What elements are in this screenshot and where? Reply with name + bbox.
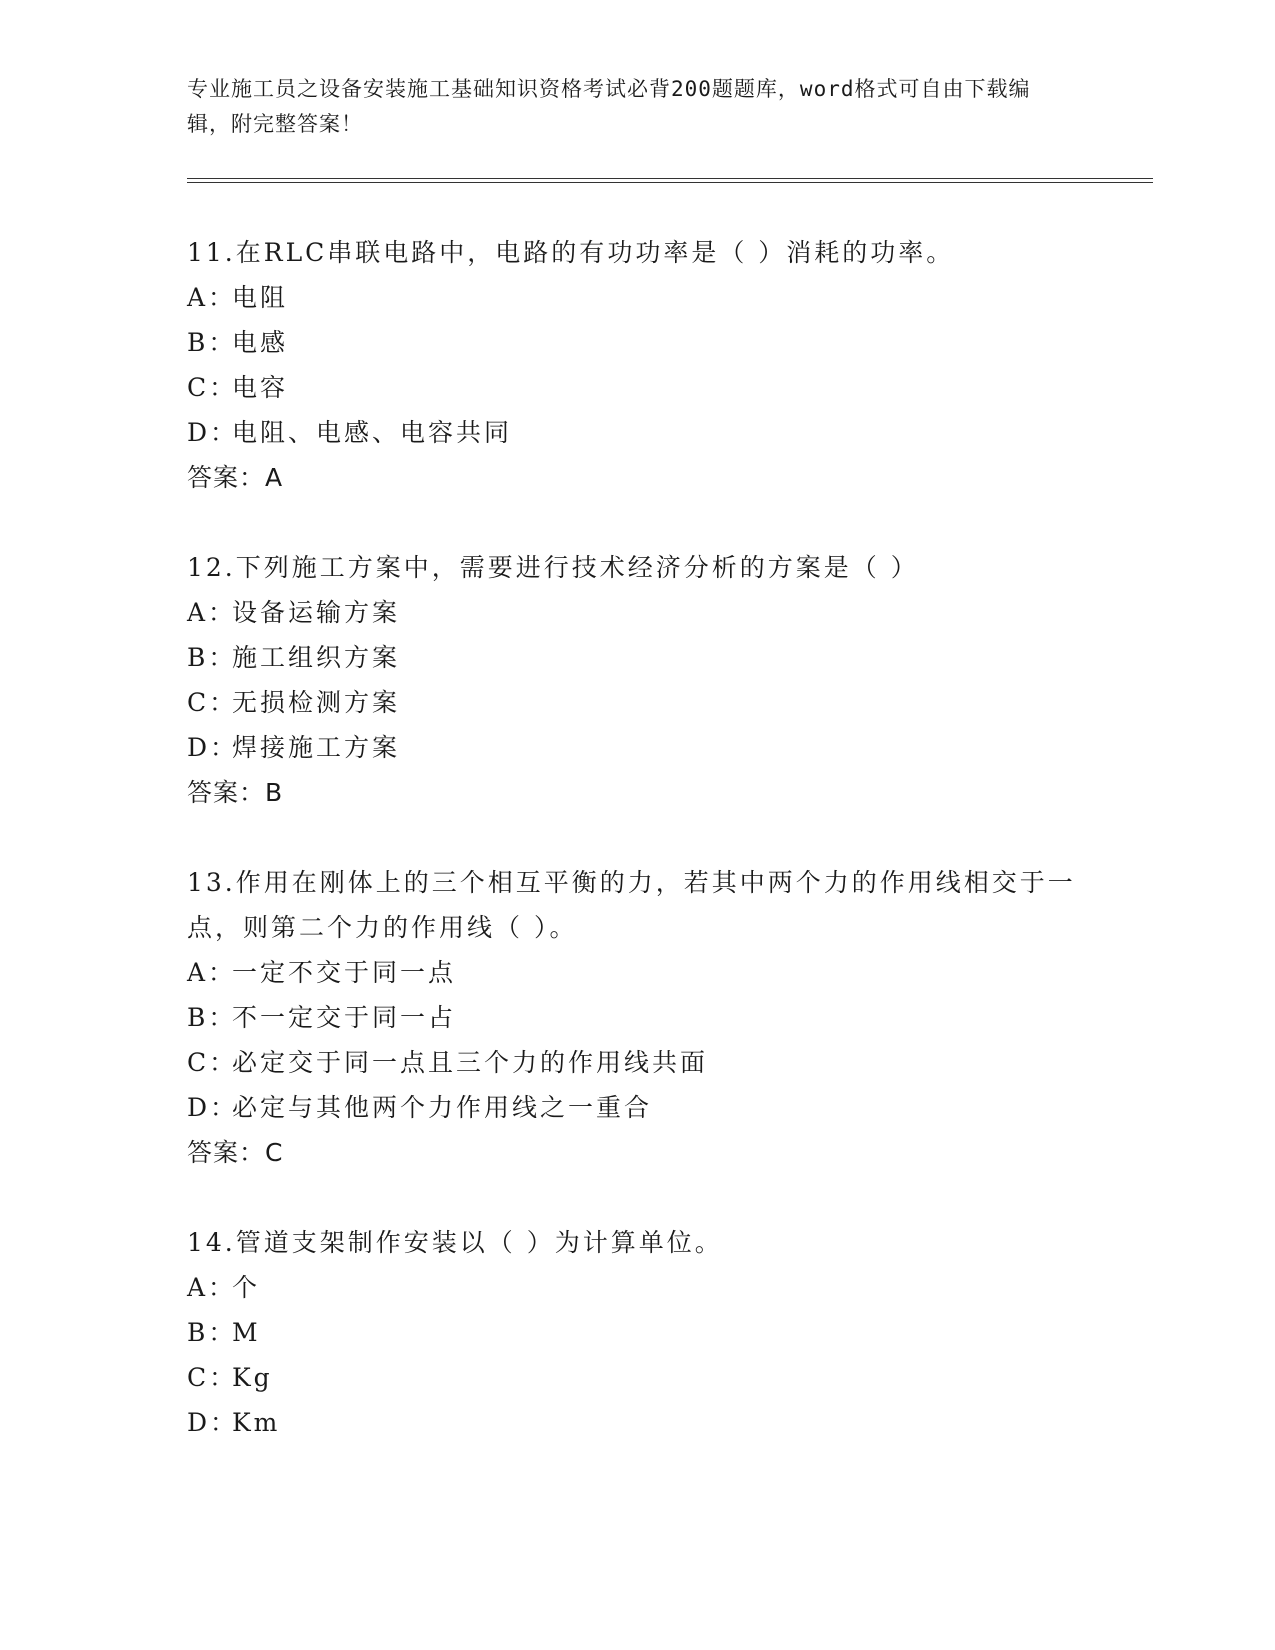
option-c: [187, 365, 1087, 410]
option-key: A：: [187, 1273, 237, 1302]
option-key: C：: [187, 1363, 238, 1392]
option-d: [187, 725, 1087, 770]
option-a: [187, 950, 1087, 995]
header-divider: [187, 178, 1153, 183]
option-text: 电感: [232, 328, 289, 357]
option-text: 施工组织方案: [232, 643, 401, 672]
option-b: [187, 635, 1087, 680]
option-b: [187, 1310, 1087, 1355]
option-text: 电阻: [232, 283, 289, 312]
option-a: [187, 590, 1087, 635]
question-stem: 13.作用在刚体上的三个相互平衡的力，若其中两个力的作用线相交于一点，则第二个力的作用线（ ）。: [187, 868, 1076, 942]
question-stem: 11.在RLC串联电路中，电路的有功功率是（ ）消耗的功率。: [187, 238, 955, 267]
answer: 答案：B: [187, 778, 284, 807]
option-d: [187, 1085, 1087, 1130]
option-key: C：: [187, 1048, 238, 1077]
option-key: C：: [187, 688, 238, 717]
option-key: C：: [187, 373, 238, 402]
option-a: [187, 1265, 1087, 1310]
option-c: [187, 1040, 1087, 1085]
option-text: 一定不交于同一点: [232, 958, 457, 987]
option-key: A：: [187, 283, 237, 312]
answer: 答案：A: [187, 463, 284, 492]
option-text: M: [232, 1318, 261, 1347]
option-text: 必定与其他两个力作用线之一重合: [232, 1093, 653, 1122]
option-text: 无损检测方案: [232, 688, 401, 717]
option-key: D：: [187, 1093, 239, 1122]
option-c: [187, 680, 1087, 725]
option-key: D：: [187, 1408, 239, 1437]
option-key: A：: [187, 958, 237, 987]
option-text: Km: [232, 1408, 281, 1437]
option-text: 焊接施工方案: [232, 733, 401, 762]
question-12: [187, 545, 1087, 815]
document-header: 专业施工员之设备安装施工基础知识资格考试必背200题题库，word格式可自由下载编辑，附完整答案！: [187, 77, 1031, 136]
option-key: D：: [187, 733, 239, 762]
question-stem: 14.管道支架制作安装以（ ）为计算单位。: [187, 1228, 723, 1257]
question-14: [187, 1220, 1087, 1445]
option-text: Kg: [232, 1363, 273, 1392]
option-key: A：: [187, 598, 237, 627]
option-d: [187, 410, 1087, 455]
answer: 答案：C: [187, 1138, 284, 1167]
option-text: 电阻、电感、电容共同: [232, 418, 513, 447]
option-b: [187, 320, 1087, 365]
option-a: [187, 275, 1087, 320]
option-text: 不一定交于同一占: [232, 1003, 457, 1032]
option-key: B：: [187, 1318, 237, 1347]
option-d: [187, 1400, 1087, 1445]
option-text: 个: [232, 1273, 261, 1302]
option-c: [187, 1355, 1087, 1400]
option-b: [187, 995, 1087, 1040]
option-text: 电容: [232, 373, 289, 402]
question-stem: 12.下列施工方案中，需要进行技术经济分析的方案是（ ）: [187, 553, 919, 582]
question-13: [187, 860, 1087, 1175]
option-key: B：: [187, 1003, 237, 1032]
option-key: B：: [187, 328, 237, 357]
option-key: B：: [187, 643, 237, 672]
option-key: D：: [187, 418, 239, 447]
question-11: [187, 230, 1087, 500]
option-text: 设备运输方案: [232, 598, 401, 627]
option-text: 必定交于同一点且三个力的作用线共面: [232, 1048, 709, 1077]
